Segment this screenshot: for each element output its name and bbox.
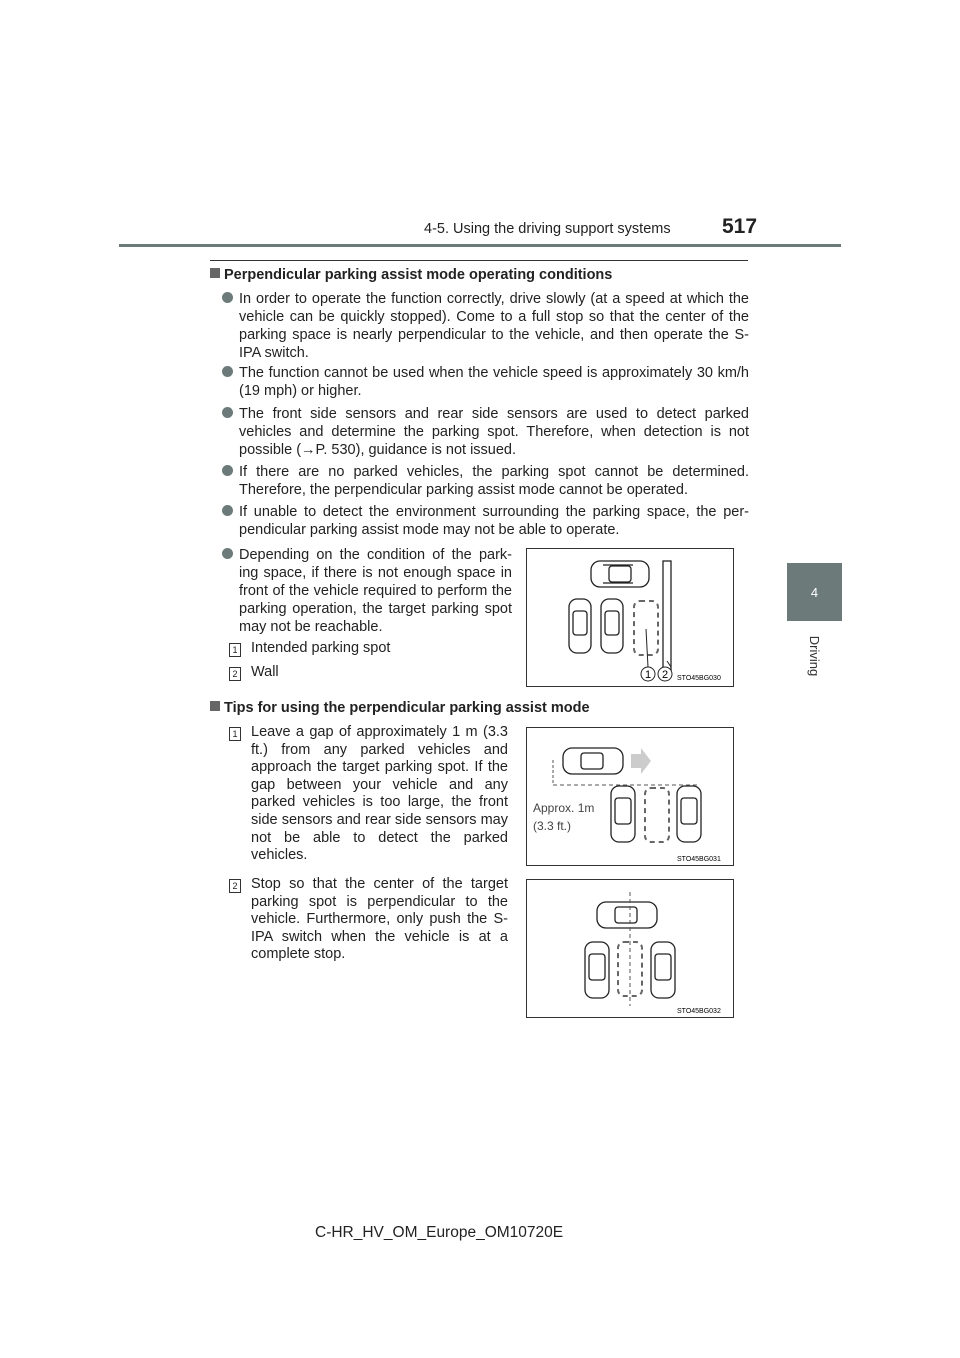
header-section-title: 4-5. Using the driving support systems xyxy=(424,221,671,237)
square-bullet-icon xyxy=(210,268,220,278)
step-number: 2 xyxy=(229,879,241,893)
wall xyxy=(663,561,671,675)
bullet-dot-icon xyxy=(222,292,233,303)
list-item: In order to operate the function correctly, drive slowly (at a speed at which the vehicle can be quickly stopped). Come to a full stop so that the center of the parking space is nearly perpendicular to the vehicle, and then operate the S-IPA switch. xyxy=(222,290,749,362)
chapter-label: Driving xyxy=(807,635,823,677)
target-parking-spot xyxy=(645,788,669,842)
chapter-number: 4 xyxy=(810,584,819,600)
figure-code: STO45BG032 xyxy=(677,1008,721,1015)
step-number: 1 xyxy=(229,727,241,741)
parking-diagram-stop xyxy=(527,880,733,1017)
step-item: 2 Stop so that the center of the target parking spot is perpendicular to the vehicle. Furthermore, only push the S-IPA switch when the vehicle is at a complete stop. xyxy=(229,876,508,964)
bullet-dot-icon xyxy=(222,505,233,516)
gap-label-metric: Approx. 1m xyxy=(533,801,595,815)
list-item: If there are no parked vehicles, the parking spot cannot be determined. Therefore, the perpendicular parking assist mode cannot be operated. xyxy=(222,463,749,499)
list-item: If unable to detect the environment surrounding the parking space, the per-pendicular parking assist mode may not be able to operate. xyxy=(222,503,749,539)
content-top-rule xyxy=(210,260,748,261)
section-heading-tips: Tips for using the perpendicular parking assist mode xyxy=(210,700,590,716)
figure-code: STO45BG031 xyxy=(677,856,721,863)
header-rule xyxy=(119,244,841,247)
figure-stop-perpendicular xyxy=(526,879,734,1018)
bullet-dot-icon xyxy=(222,548,233,559)
arrow-right-icon xyxy=(631,748,651,774)
list-item: The function cannot be used when the vehicle speed is approximately 30 km/h (19 mph) or higher. xyxy=(222,364,749,400)
chapter-tab[interactable] xyxy=(787,563,842,621)
document-id: C-HR_HV_OM_Europe_OM10720E xyxy=(315,1224,564,1241)
parking-diagram-wall xyxy=(527,549,733,686)
legend-item-intended-spot: 1 Intended parking spot xyxy=(229,641,241,657)
callout-number: 2 xyxy=(229,667,241,681)
figure-approach-gap xyxy=(526,727,734,866)
legend-item-wall: 2 Wall xyxy=(229,665,241,681)
bullet-dot-icon xyxy=(222,407,233,418)
callout-number: 1 xyxy=(229,643,241,657)
section-heading-operating-conditions: Perpendicular parking assist mode operating conditions xyxy=(210,267,612,283)
gap-label-imperial: (3.3 ft.) xyxy=(533,819,572,833)
callout-2: 2 xyxy=(661,669,669,681)
bullet-dot-icon xyxy=(222,465,233,476)
parking-diagram-gap xyxy=(527,728,733,865)
square-bullet-icon xyxy=(210,701,220,711)
list-item: The front side sensors and rear side sensors are used to detect parked vehicles and determine the parking spot. Therefore, when detection is not possible (→P. 530), guidance is not issued. xyxy=(222,405,749,459)
intended-parking-spot xyxy=(634,601,658,655)
bullet-dot-icon xyxy=(222,366,233,377)
figure-code: STO45BG030 xyxy=(677,675,721,682)
list-item: Depending on the condition of the park-ing space, if there is not enough space in front of the vehicle required to perform the parking operation, the target parking spot may not be reachable. xyxy=(222,546,512,636)
callout-1: 1 xyxy=(644,669,652,681)
figure-parking-spot-wall xyxy=(526,548,734,687)
step-item: 1 Leave a gap of approximately 1 m (3.3 ft.) from any parked vehicles and approach the target parking spot. If the gap between your vehicle and any parked vehicles is too large, the front side sensors and rear side sensors may not be able to detect the parked vehicles. xyxy=(229,724,508,865)
page-number: 517 xyxy=(722,215,758,238)
